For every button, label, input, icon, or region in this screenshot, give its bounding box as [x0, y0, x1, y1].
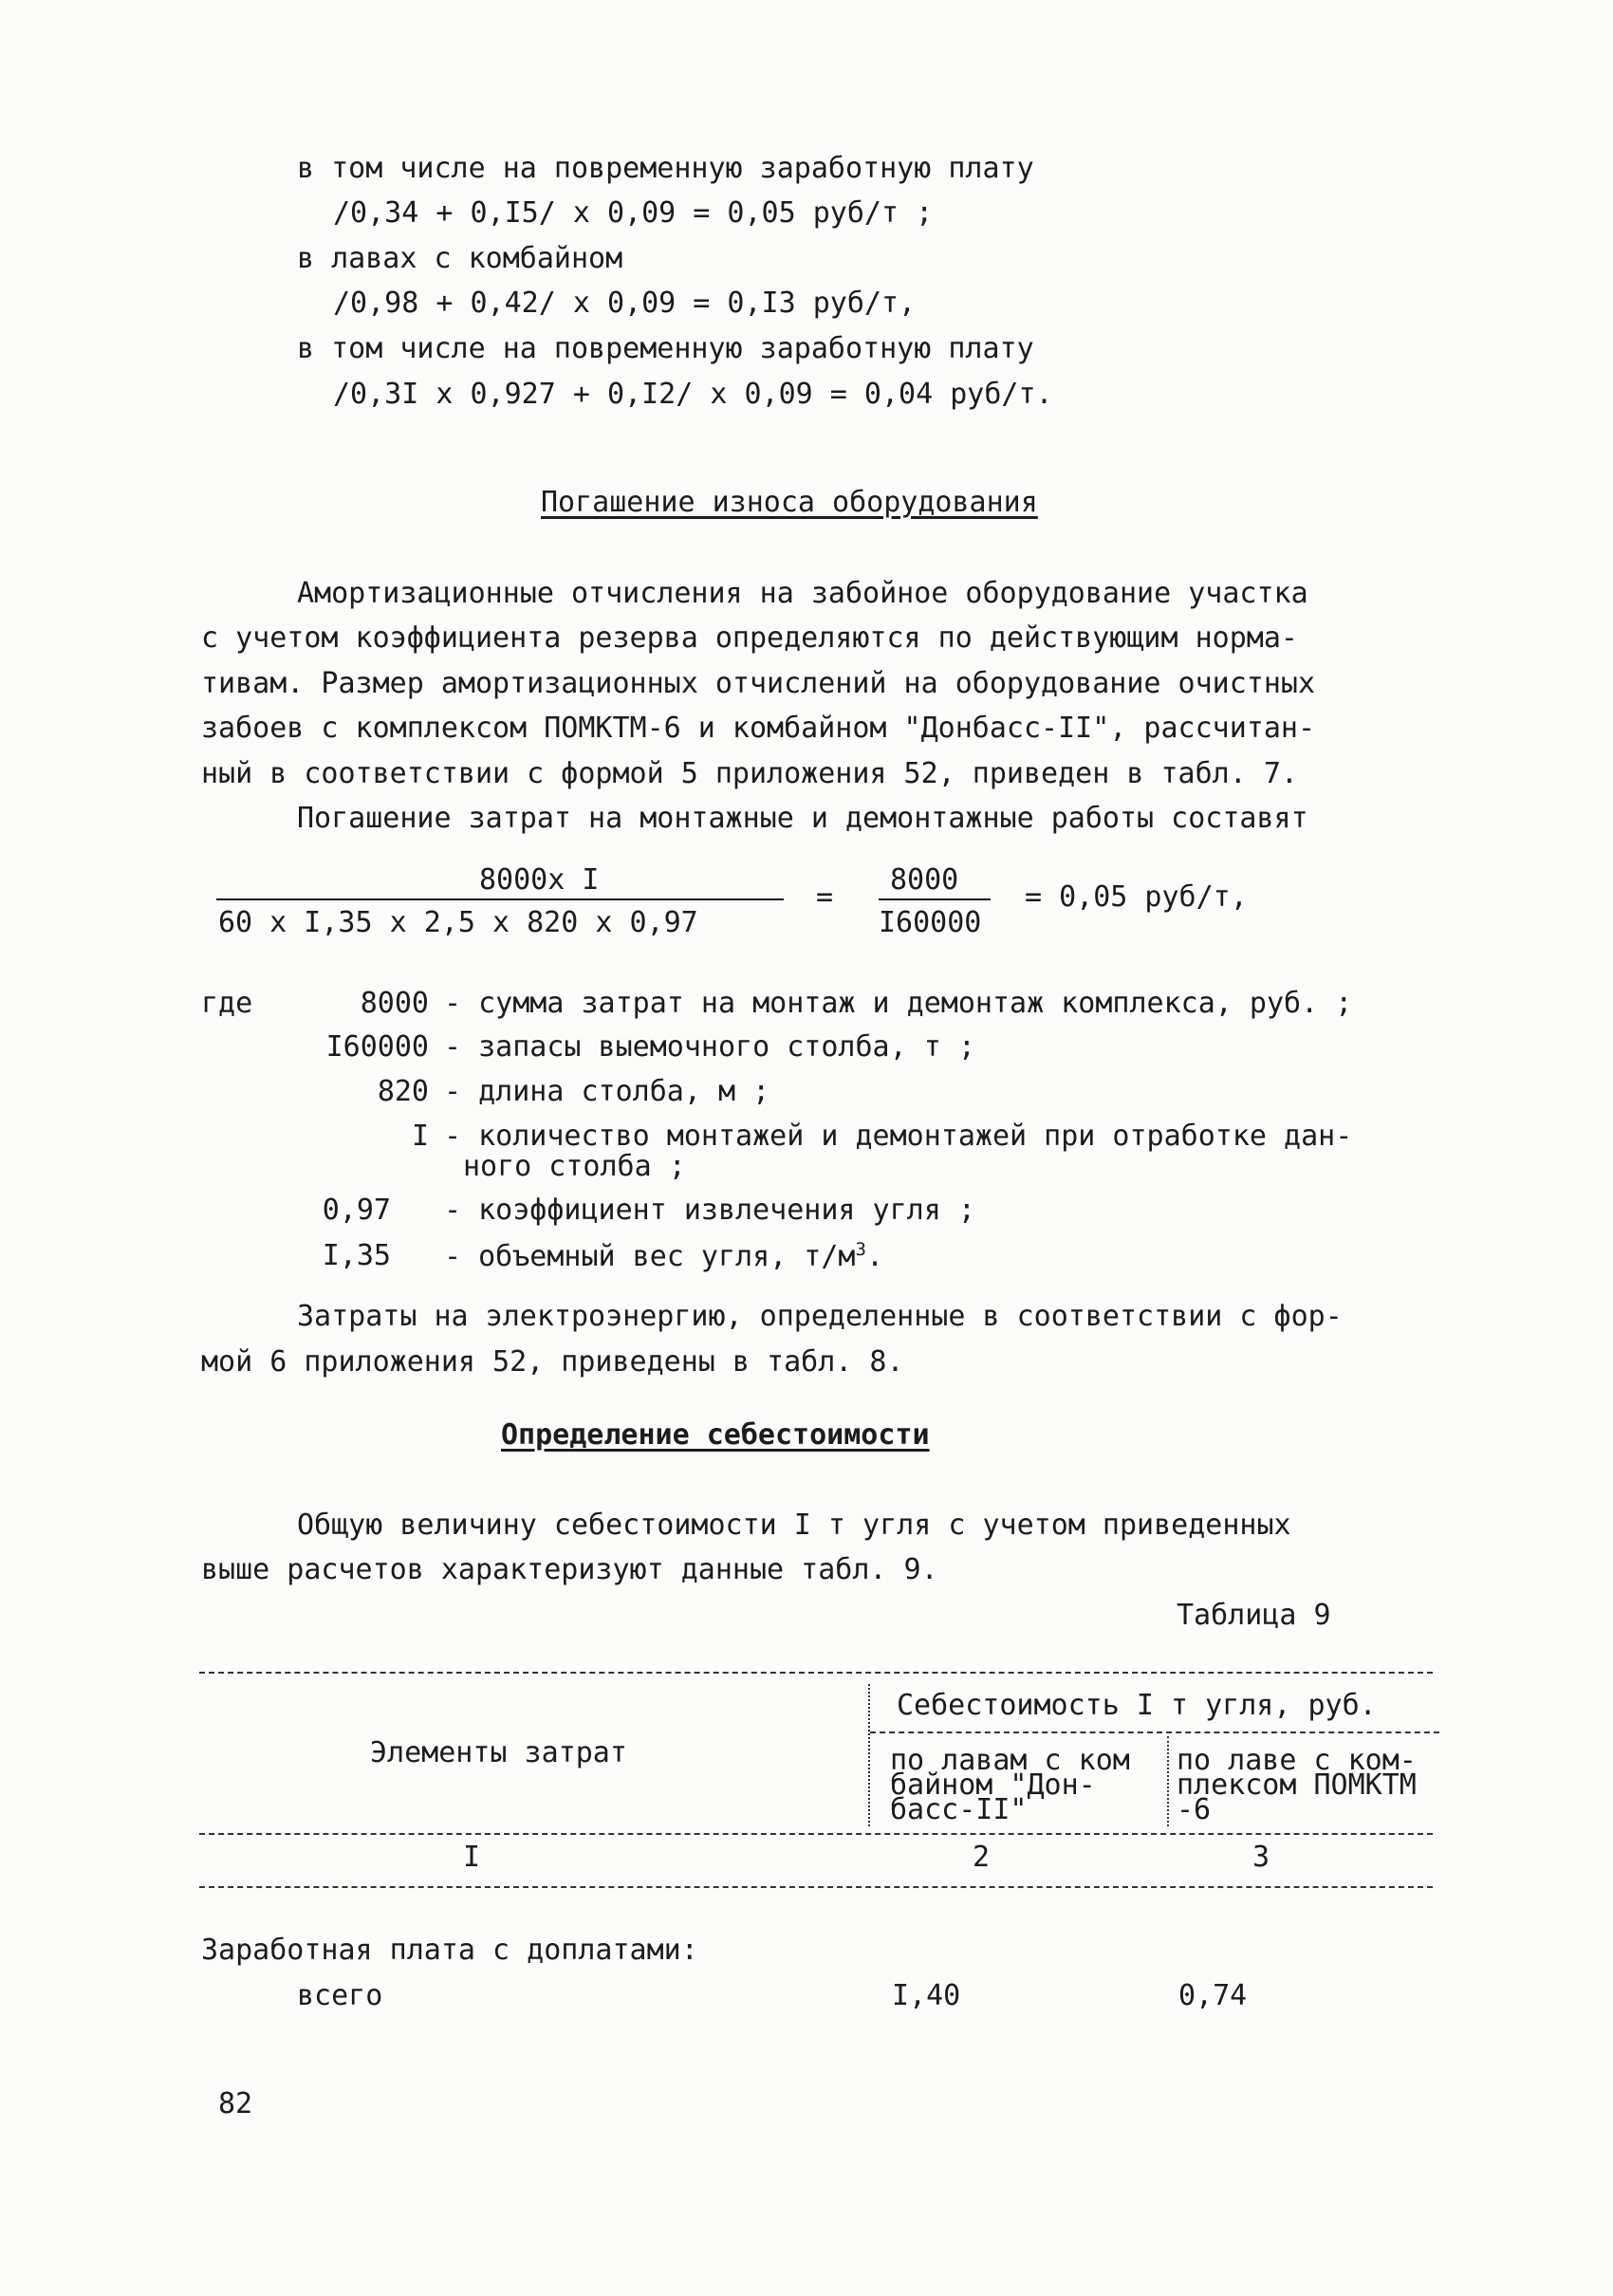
paragraph-line: Общую величину себестоимости I т угля с учетом приведенных	[297, 1509, 1291, 1542]
table-header-col2-line: байном "Дон-	[890, 1768, 1096, 1802]
paragraph-line: Погашение затрат на монтажные и демонтажные работы составят	[297, 802, 1308, 835]
legend-text-main: - объемный вес угля, т/м	[444, 1240, 856, 1273]
formula-numerator-1: 8000x I	[479, 863, 600, 897]
table-column-divider	[1167, 1736, 1169, 1826]
paragraph-line: забоев с комплексом ПОМКТМ-6 и комбайном "Донбасс-II", рассчитан-	[201, 712, 1315, 745]
legend-text-tail: .	[865, 1240, 883, 1273]
legend-text-continued: ного столба ;	[463, 1150, 686, 1183]
table-header-col3-line: по лаве с ком-	[1177, 1744, 1417, 1777]
formula-line: /0,34 + 0,I5/ x 0,09 = 0,05 руб/т ;	[333, 196, 934, 230]
table-col-number: I	[463, 1841, 481, 1874]
legend-text	[444, 1239, 883, 1273]
text-line: в том числе на повременную заработную плату	[297, 152, 1034, 185]
table-header-group: Себестоимость I т угля, руб.	[897, 1689, 1377, 1722]
formula-denominator-2: I60000	[879, 906, 982, 939]
text-line: в лавах с комбайном	[297, 242, 623, 275]
fraction-bar-1	[216, 898, 784, 900]
table-rule-numbers	[199, 1886, 1433, 1888]
legend-value: 0,97	[322, 1194, 391, 1227]
paragraph-line: выше расчетов характеризуют данные табл. 9.	[201, 1553, 938, 1586]
paragraph-line: с учетом коэффициента резерва определяются по действующим норма-	[201, 621, 1298, 655]
formula-line: /0,98 + 0,42/ x 0,09 = 0,I3 руб/т,	[333, 287, 917, 320]
legend-text: - сумма затрат на монтаж и демонтаж комплекса, руб. ;	[444, 987, 1353, 1020]
legend-value: 820	[377, 1075, 429, 1108]
table-rule-header	[199, 1833, 1433, 1835]
formula-denominator-1: 60 x I,35 x 2,5 x 820 x 0,97	[218, 906, 698, 939]
legend-value: I	[411, 1120, 429, 1153]
table-header-elements: Элементы затрат	[370, 1736, 627, 1769]
section-title-depreciation: Погашение износа оборудования	[541, 486, 1038, 519]
legend-text: - коэффициент извлечения угля ;	[444, 1194, 975, 1227]
legend-text: - длина столба, м ;	[444, 1075, 770, 1108]
formula-line: /0,3I x 0,927 + 0,I2/ x 0,09 = 0,04 руб/т.	[333, 378, 1053, 411]
paragraph-line: ный в соответствии с формой 5 приложения 52, приведен в табл. 7.	[201, 757, 1298, 790]
table-rule-group	[870, 1731, 1439, 1733]
table-caption: Таблица 9	[1177, 1599, 1331, 1632]
legend-text: - количество монтажей и демонтажей при отработке дан-	[444, 1120, 1353, 1153]
text-line: в том числе на повременную заработную плату	[297, 332, 1034, 365]
paragraph-line: Затраты на электроэнергию, определенные в соответствии с фор-	[297, 1300, 1343, 1333]
table-header-col2-line: по лавам с ком	[890, 1744, 1130, 1777]
formula-numerator-2: 8000	[890, 863, 959, 897]
paragraph-line: мой 6 приложения 52, приведены в табл. 8.	[201, 1345, 904, 1379]
formula-equals: =	[816, 880, 834, 914]
paragraph-line: Амортизационные отчисления на забойное оборудование участка	[297, 577, 1308, 610]
table-group-label: Заработная плата с доплатами:	[201, 1934, 698, 1967]
legend-value: I60000	[325, 1030, 429, 1064]
table-row-value-col3: 0,74	[1178, 1979, 1248, 2012]
table-row-value-col2: I,40	[892, 1979, 961, 2012]
table-col-number: 2	[973, 1841, 991, 1874]
superscript-exponent: 3	[855, 1239, 866, 1260]
legend-value: I,35	[322, 1239, 391, 1272]
table-header-col2-line: басс-II"	[890, 1793, 1028, 1826]
table-header-col3-line: плексом ПОМКТМ	[1177, 1768, 1417, 1802]
legend-value: 8000	[360, 987, 429, 1020]
formula-result: = 0,05 руб/т,	[1025, 880, 1248, 914]
table-column-divider	[868, 1684, 883, 1826]
section-title-cost: Определение себестоимости	[501, 1418, 930, 1452]
legend-where: где	[201, 987, 253, 1020]
fraction-bar-2	[879, 898, 991, 900]
table-header-col3-line: -6	[1177, 1793, 1212, 1826]
table-row-label: всего	[297, 1979, 383, 2012]
paragraph-line: тивам. Размер амортизационных отчислений на оборудование очистных	[201, 667, 1315, 700]
legend-text: - запасы выемочного столба, т ;	[444, 1030, 975, 1064]
page-number: 82	[218, 2087, 253, 2120]
table-col-number: 3	[1252, 1841, 1270, 1874]
table-rule-top	[199, 1672, 1433, 1674]
